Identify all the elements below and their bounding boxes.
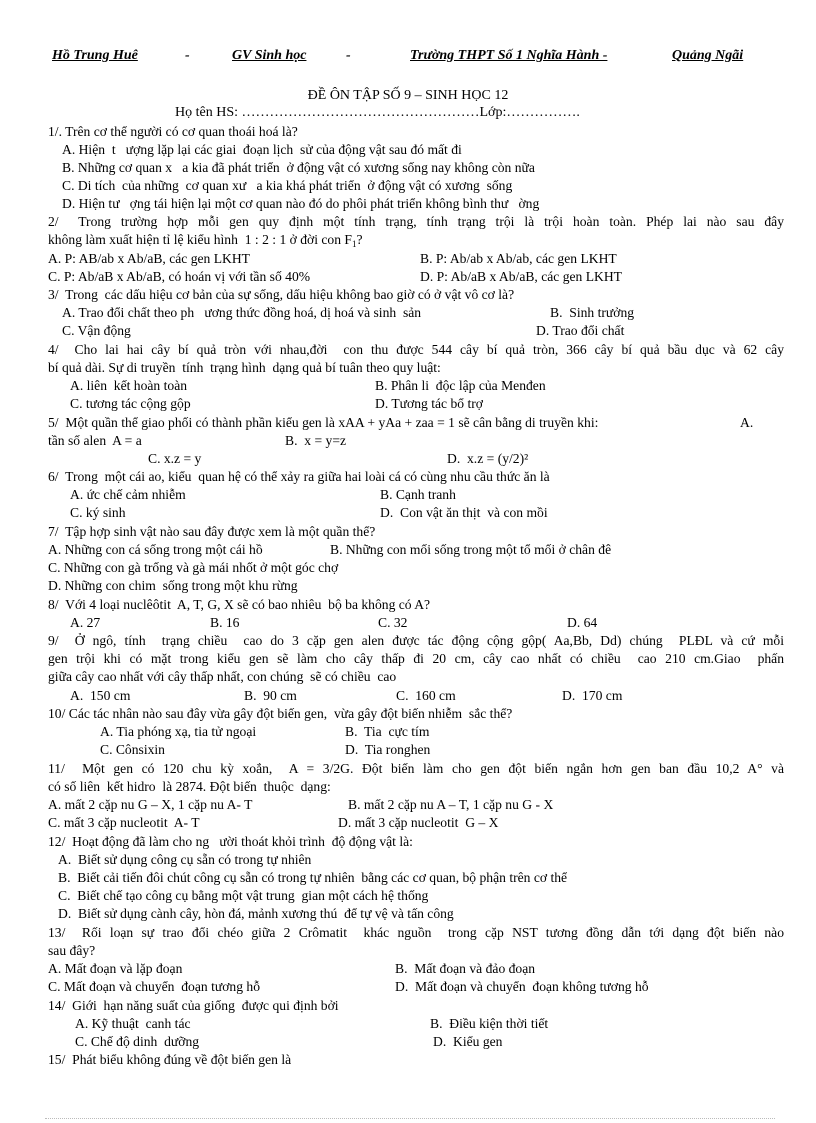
answer-option: C. ký sinh (70, 505, 126, 520)
answer-option: B. Những con mối sống trong một tổ mối ở chân đê (330, 542, 612, 557)
answer-option: D. Hiện tư ợng tái hiện lại một cơ quan nào đó do phôi phát triển không bình thư ờng (62, 196, 540, 211)
answer-option: B. Điều kiện thời tiết (430, 1016, 549, 1031)
question-stem: bí quả dài. Sự di truyền tính trạng hình dạng quả bí tuân theo quy luật: (48, 360, 441, 375)
answer-option: A. Những con cá sống trong một cái hồ (48, 542, 263, 557)
answer-option: B. Phân li độc lập của Menđen (375, 378, 546, 393)
answer-option: A. 150 cm (70, 688, 131, 703)
answer-option: D. Mất đoạn và chuyển đoạn không tương hỗ (395, 979, 649, 994)
question-stem: 10/ Các tác nhân nào sau đây vừa gây đột biến gen, vừa gây đột biến nhiễm sắc thể? (48, 706, 513, 721)
question-stem: giữa cây cao nhất với cây thấp nhất, con chúng sẽ có chiều cao (48, 669, 397, 684)
answer-option: A. liên kết hoàn toàn (70, 378, 188, 393)
answer-option: D. Tương tác bổ trợ (375, 396, 483, 411)
answer-option: A. P: AB/ab x Ab/aB, các gen LKHT (48, 251, 250, 266)
question-stem: không làm xuất hiện tỉ lệ kiểu hình 1 : 2 : 1 ở đời con $F_1$? (48, 232, 363, 249)
answer-option: D. 170 cm (562, 688, 623, 703)
answer-option: B. P: Ab/ab x Ab/ab, các gen LKHT (420, 251, 617, 266)
answer-option: C. Di tích của những cơ quan xư a kia khá phát triển ở động vật có xương sống (62, 178, 513, 193)
header-province: Quảng Ngãi (672, 48, 744, 63)
answer-option: A. (740, 415, 754, 430)
answer-option: B. Mất đoạn và đảo đoạn (395, 961, 536, 976)
answer-option: D. Con vật ăn thịt và con mồi (380, 505, 548, 520)
answer-option: A. 27 (70, 615, 101, 630)
answer-option: B. x = y=z (285, 433, 347, 448)
answer-option: C. Mất đoạn và chuyển đoạn tương hỗ (48, 979, 261, 994)
question-stem: 7/ Tập hợp sinh vật nào sau đây được xem là một quần thể? (48, 524, 376, 539)
question-stem: 2/ Trong trường hợp mỗi gen quy định một tính trạng, tính trạng trội là trội hoàn toàn. Phép lai nào sau đây (48, 214, 784, 229)
question-stem: 4/ Cho lai hai cây bí quả tròn với nhau,đời con thu được 544 cây bí quả tròn, 366 cây bí quả bầu dục và 62 cây (48, 342, 784, 357)
question-stem: 13/ Rối loạn sự trao đổi chéo giữa 2 Crômatit khác nguồn trong cặp NST tương đồng dẫn tới dạng đột biến nào (48, 925, 784, 940)
answer-option: A. Kỹ thuật canh tác (75, 1016, 191, 1031)
answer-option: D. P: Ab/aB x Ab/aB, các gen LKHT (420, 269, 622, 284)
answer-option: A. mất 2 cặp nu G – X, 1 cặp nu A- T (48, 797, 253, 812)
header-role: GV Sinh học (232, 48, 307, 63)
answer-option: A. Mất đoạn và lặp đoạn (48, 961, 183, 976)
answer-option: B. 16 (210, 615, 240, 630)
question-stem: 8/ Với 4 loại nuclêôtit A, T, G, X sẽ có bao nhiêu bộ ba không có A? (48, 597, 431, 612)
question-stem: 1/. Trên cơ thể người có cơ quan thoái hoá là? (48, 124, 298, 139)
answer-option: B. Biết cải tiến đôi chút công cụ sẵn có trong tự nhiên bằng các cơ quan, bộ phận trên cơ thể (58, 870, 568, 885)
answer-option: A. Biết sử dụng công cụ sẵn có trong tự nhiên (58, 852, 312, 867)
header-author: Hồ Trung Huê (52, 48, 138, 63)
answer-option: B. 90 cm (244, 688, 297, 703)
answer-option: A. Hiện t ượng lặp lại các giai đoạn lịch sử của động vật sau đó mất đi (62, 142, 462, 157)
answer-option: A. ức chế cảm nhiễm (70, 487, 186, 502)
question-stem: 6/ Trong một cái ao, kiểu quan hệ có thể xảy ra giữa hai loài cá có cùng nhu cầu thức ăn là (48, 469, 550, 484)
answer-option: D. Tia ronghen (345, 742, 431, 757)
question-stem: 11/ Một gen có 120 chu kỳ xoắn, A = 3/2G. Đột biến làm cho gen đột biến ngắn hơn gen ban đầu 10,2 A° và (48, 761, 784, 776)
question-stem: 9/ Ở ngô, tính trạng chiều cao do 3 cặp gen alen được tác động cộng gộp( Aa,Bb, Dd) chúng PLĐL và cứ mỗi (48, 633, 784, 648)
answer-option: C. P: Ab/aB x Ab/aB, có hoán vị với tần số 40% (48, 269, 311, 284)
question-stem: 15/ Phát biểu không đúng về đột biến gen là (48, 1052, 292, 1067)
question-stem: 14/ Giới hạn năng suất của giống được qui định bởi (48, 998, 339, 1013)
answer-option: B. Cạnh tranh (380, 487, 456, 502)
page-title: ĐỀ ÔN TẬP SỐ 9 – SINH HỌC 12 (307, 88, 509, 103)
answer-option: D. Kiểu gen (433, 1034, 503, 1049)
answer-option: C. 32 (378, 615, 408, 630)
question-stem: 3/ Trong các dấu hiệu cơ bản của sự sống, dấu hiệu không bao giờ có ở vật vô cơ là? (48, 287, 515, 302)
answer-option: D. Trao đổi chất (536, 323, 625, 338)
question-stem: sau đây? (48, 943, 96, 958)
header-separator: - (185, 48, 190, 63)
answer-option: C. Cônsixin (100, 742, 165, 757)
answer-option: C. tương tác cộng gộp (70, 396, 191, 411)
answer-option: C. mất 3 cặp nucleotit A- T (48, 815, 200, 830)
student-info-line: Họ tên HS: ……………………………………………Lớp:……………. (175, 105, 580, 120)
answer-option: C. Biết chế tạo công cụ bằng một vật trung gian một cách hệ thống (58, 888, 429, 903)
question-stem: gen trội khi có mặt trong kiểu gen sẽ làm cho cây thấp đi 20 cm, cây cao nhất có chiều cao 210 cm.Giao phấn (48, 651, 784, 666)
subscript: 1 (351, 239, 357, 249)
header-school: Trường THPT Số 1 Nghĩa Hành - (410, 48, 608, 63)
answer-option: A. Trao đổi chất theo ph ương thức đồng hoá, dị hoá và sinh sản (62, 305, 422, 320)
page-bottom-divider (45, 1118, 775, 1119)
question-stem: có số liên kết hidro là 2874. Đột biến thuộc dạng: (48, 779, 331, 794)
answer-option: C. Vận động (62, 323, 131, 338)
answer-option: D. x.z = (y/2)² (447, 451, 529, 466)
answer-option: D. Những con chim sống trong một khu rừng (48, 578, 298, 593)
answer-option: B. Sinh trưởng (550, 305, 635, 320)
answer-option: B. mất 2 cặp nu A – T, 1 cặp nu G - X (348, 797, 554, 812)
header-separator: - (346, 48, 351, 63)
answer-option: D. mất 3 cặp nucleotit G – X (338, 815, 499, 830)
question-stem: 5/ Một quần thể giao phối có thành phần kiểu gen là xAA + yAa + zaa = 1 sẽ cân bằng di truyền khi: (48, 415, 599, 430)
answer-option: B. Tia cực tím (345, 724, 430, 739)
answer-option: C. Những con gà trống và gà mái nhốt ở một góc chợ (48, 560, 339, 575)
answer-option: A. Tia phóng xạ, tia tử ngoại (100, 724, 257, 739)
question-stem: 12/ Hoạt động đã làm cho ng ười thoát khỏi trình độ động vật là: (48, 834, 413, 849)
answer-option: C. Chế độ dinh dưỡng (75, 1034, 200, 1049)
answer-option: C. x.z = y (148, 451, 202, 466)
answer-option: tần số alen A = a (48, 433, 142, 448)
answer-option: D. Biết sử dụng cành cây, hòn đá, mảnh xương thú để tự vệ và tấn công (58, 906, 454, 921)
answer-option: B. Những cơ quan x a kia đã phát triển ở động vật có xương sống nay không còn nữa (62, 160, 535, 175)
answer-option: C. 160 cm (396, 688, 456, 703)
answer-option: D. 64 (567, 615, 598, 630)
page-header (52, 48, 762, 68)
